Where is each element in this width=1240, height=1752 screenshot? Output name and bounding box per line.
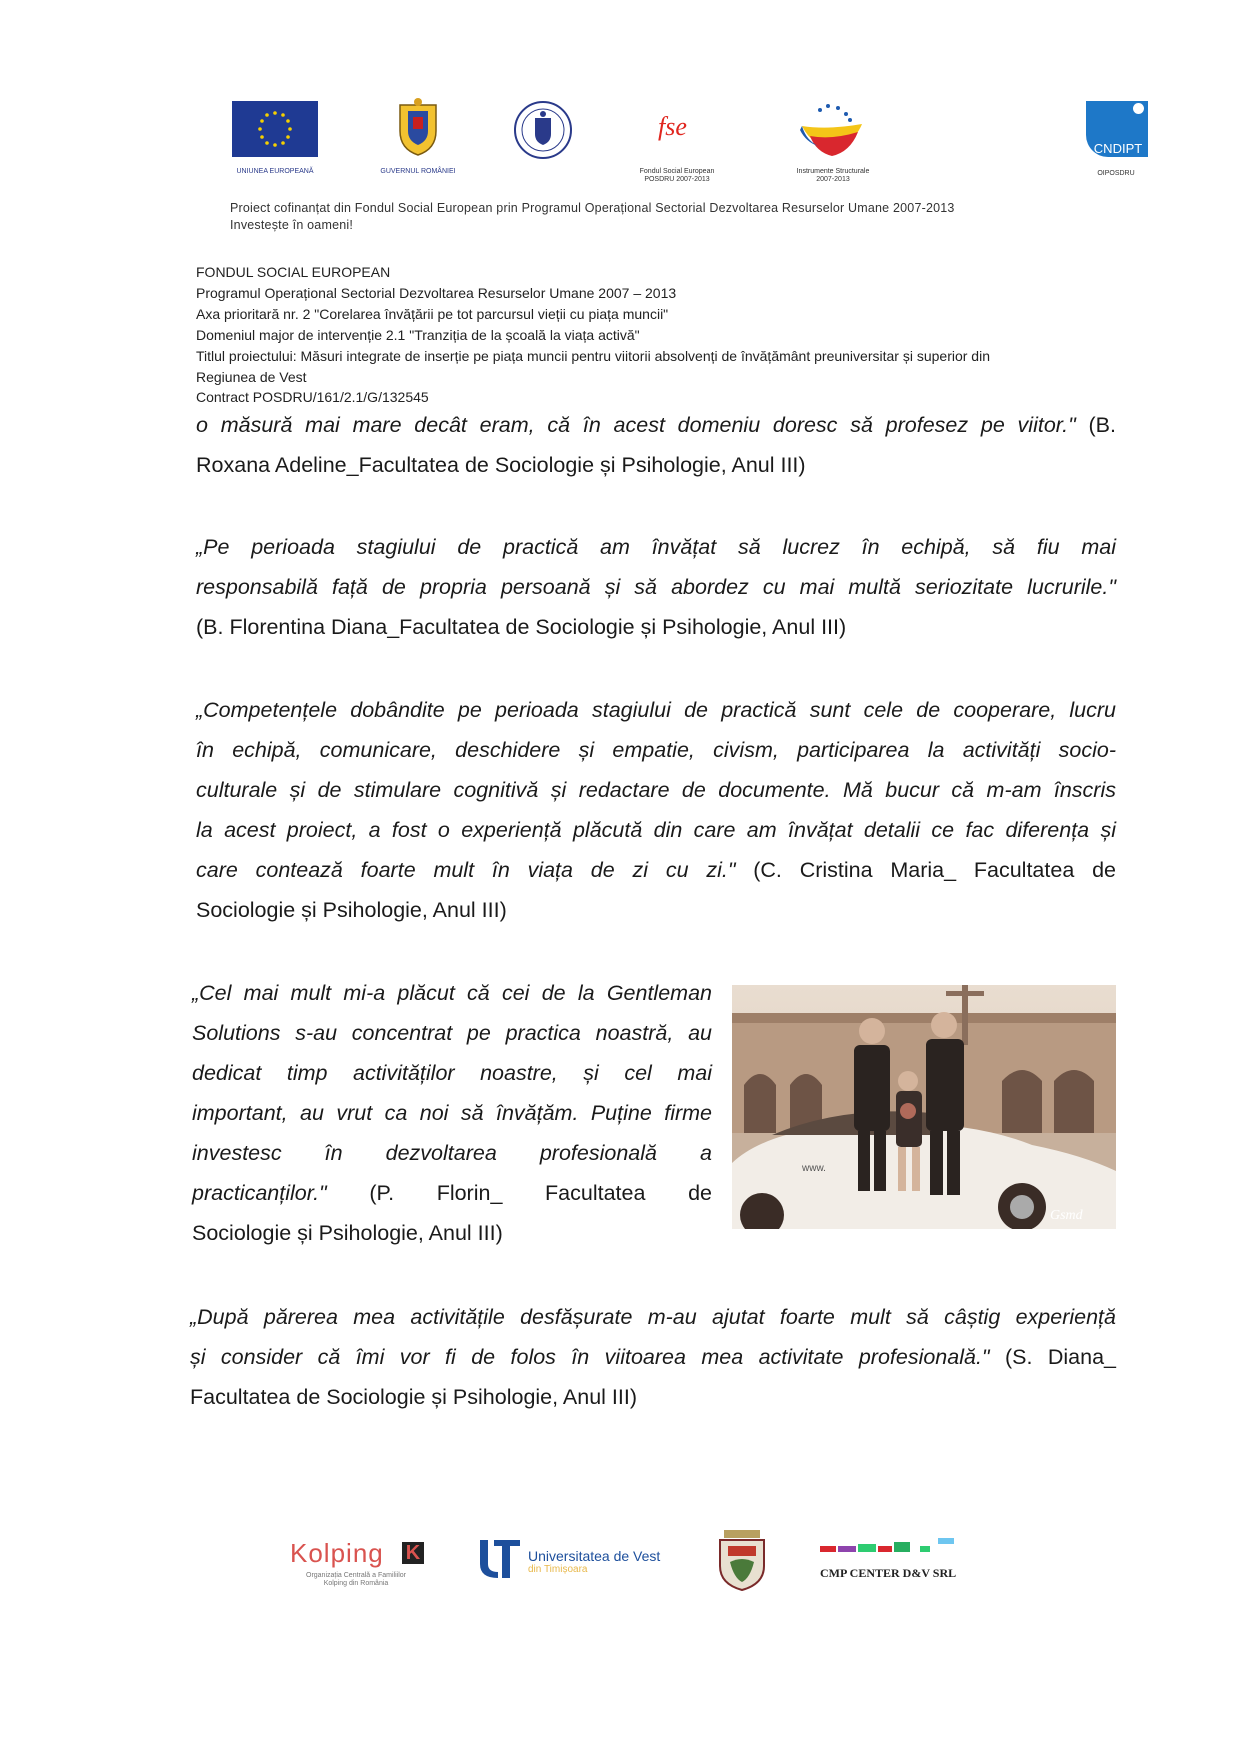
fse-caption-1: Fondul Social European xyxy=(639,168,715,175)
testimonial-4-line-7: Sociologie și Psihologie, Anul III) xyxy=(192,1221,503,1245)
testimonial-5-line-3: Facultatea de Sociologie și Psihologie, Anul III) xyxy=(190,1385,637,1409)
testimonial-5-line-1: „După părerea mea activitățile desfășurate m-au ajutat foarte mult să câștig experiență xyxy=(190,1305,1116,1329)
testimonial-2-line-3: (B. Florentina Diana_Facultatea de Sociologie și Psihologie, Anul III) xyxy=(196,615,847,639)
info-line-contract: Contract POSDRU/161/2.1/G/132545 xyxy=(196,389,429,405)
is-caption-2: 2007-2013 xyxy=(816,176,850,183)
uvt-name: Universitatea de Vest xyxy=(528,1548,661,1564)
testimonial-4 xyxy=(192,973,712,1253)
info-line-title: Titlul proiectului: Măsuri integrate de inserție pe piața muncii pentru viitorii absolvenți de învățământ preuniversitar și superior din xyxy=(196,348,990,364)
testimonial-3-line-1: „Competențele dobândite pe perioada stagiului de practică sunt cele de cooperare, lucru xyxy=(196,698,1116,722)
testimonial-2 xyxy=(196,527,1116,647)
romania-coat-of-arms-logo xyxy=(394,97,442,157)
slogan: Investește în oameni! xyxy=(230,218,354,232)
testimonial-1-line-2: Roxana Adeline_Facultatea de Sociologie și Psihologie, Anul III) xyxy=(196,453,806,477)
info-line-region: Regiunea de Vest xyxy=(196,369,307,385)
cndipt-dot-icon xyxy=(1133,103,1144,114)
testimonial-5-line-2: și consider că îmi vor fi de folos în viitoarea mea activitate profesională." (S. Diana_ xyxy=(190,1345,1116,1369)
is-caption-1: Instrumente Structurale xyxy=(796,168,870,175)
photo-signature: Gsmd xyxy=(1050,1208,1083,1223)
kolping-logo: Kolping xyxy=(290,1538,384,1568)
testimonial-3-line-3: culturale și de stimulare cognitivă și redactare de documente. Mă bucur că m-am înscris xyxy=(196,778,1116,802)
testimonial-4-line-6: practicanților." (P. Florin_ Facultatea de xyxy=(192,1181,712,1205)
cndipt-caption: OIPOSDRU xyxy=(1097,170,1135,177)
testimonial-4-line-3: dedicat timp activităților noastre, și cel mai xyxy=(192,1061,712,1085)
testimonial-3-line-4: la acest proiect, a fost o experiență plăcută din care am învățat detalii ce fac diferența și xyxy=(196,818,1116,842)
testimonial-1 xyxy=(196,405,1116,485)
testimonial-4-line-4: important, au vrut ca noi să învățăm. Puține firme xyxy=(192,1101,712,1125)
ministry-seal-logo xyxy=(513,100,573,160)
kolping-caption-1: Organizația Centrală a Familiilor xyxy=(306,1572,406,1579)
fse-caption-2: POSDRU 2007-2013 xyxy=(644,176,710,183)
cmp-label: CMP CENTER D&V SRL xyxy=(820,1566,957,1580)
info-line-fund: FONDUL SOCIAL EUROPEAN xyxy=(196,264,391,280)
testimonial-3-line-5: care contează foarte mult în viața de zi cu zi." (C. Cristina Maria_ Facultatea de xyxy=(196,858,1116,882)
testimonial-4-line-1: „Cel mai mult mi-a plăcut că cei de la Gentleman xyxy=(192,981,712,1005)
testimonial-2-line-1: „Pe perioada stagiului de practică am învățat să lucrez în echipă, să fiu mai xyxy=(196,535,1116,559)
eu-flag-logo xyxy=(232,101,318,157)
instrumente-structurale-logo xyxy=(798,100,868,162)
testimonial-3 xyxy=(196,690,1116,930)
school-crest-logo xyxy=(716,1528,768,1592)
testimonial-1-line-1: o măsură mai mare decât eram, că în acest domeniu doresc să profesez pe viitor." (B. xyxy=(196,413,1116,437)
testimonial-4-line-2: Solutions s-au concentrat pe practica noastră, au xyxy=(192,1021,712,1045)
testimonial-4-line-5: investesc în dezvoltarea profesională a xyxy=(192,1141,712,1165)
testimonial-3-line-6: Sociologie și Psihologie, Anul III) xyxy=(196,898,507,922)
cofinance-line: Proiect cofinanțat din Fondul Social European prin Programul Operațional Sectorial Dezvoltarea Resurselor Umane 2007-2013 xyxy=(230,201,955,215)
testimonial-5 xyxy=(190,1297,1116,1417)
uvt-logo-icon xyxy=(478,1538,522,1580)
info-line-domain: Domeniul major de intervenție 2.1 "Tranziția de la școală la viața activă" xyxy=(196,327,640,343)
cndipt-label: CNDIPT xyxy=(1093,141,1143,156)
students-photo xyxy=(732,985,1116,1229)
info-line-program: Programul Operațional Sectorial Dezvoltarea Resurselor Umane 2007 – 2013 xyxy=(196,285,677,301)
kolping-caption-2: Kolping din România xyxy=(323,1580,389,1587)
fse-logo: fse xyxy=(658,112,687,141)
testimonial-2-line-2: responsabilă față de propria persoană și să abordez cu mai multă seriozitate lucrurile." xyxy=(196,575,1116,599)
info-line-axis: Axa prioritară nr. 2 "Corelarea învățării pe tot parcursul vieții cu piața muncii" xyxy=(196,306,669,322)
car-lettering: www. xyxy=(802,1163,826,1174)
testimonial-3-line-2: în echipă, comunicare, deschidere și empatie, civism, participarea la activități socio- xyxy=(196,738,1116,762)
kolping-k-icon: K xyxy=(402,1542,424,1564)
cmp-color-blocks-logo xyxy=(820,1538,960,1556)
uvt-city: din Timișoara xyxy=(528,1564,588,1575)
eu-caption: UNIUNEA EUROPEANĂ xyxy=(236,168,314,175)
gov-caption: GUVERNUL ROMÂNIEI xyxy=(380,168,456,175)
